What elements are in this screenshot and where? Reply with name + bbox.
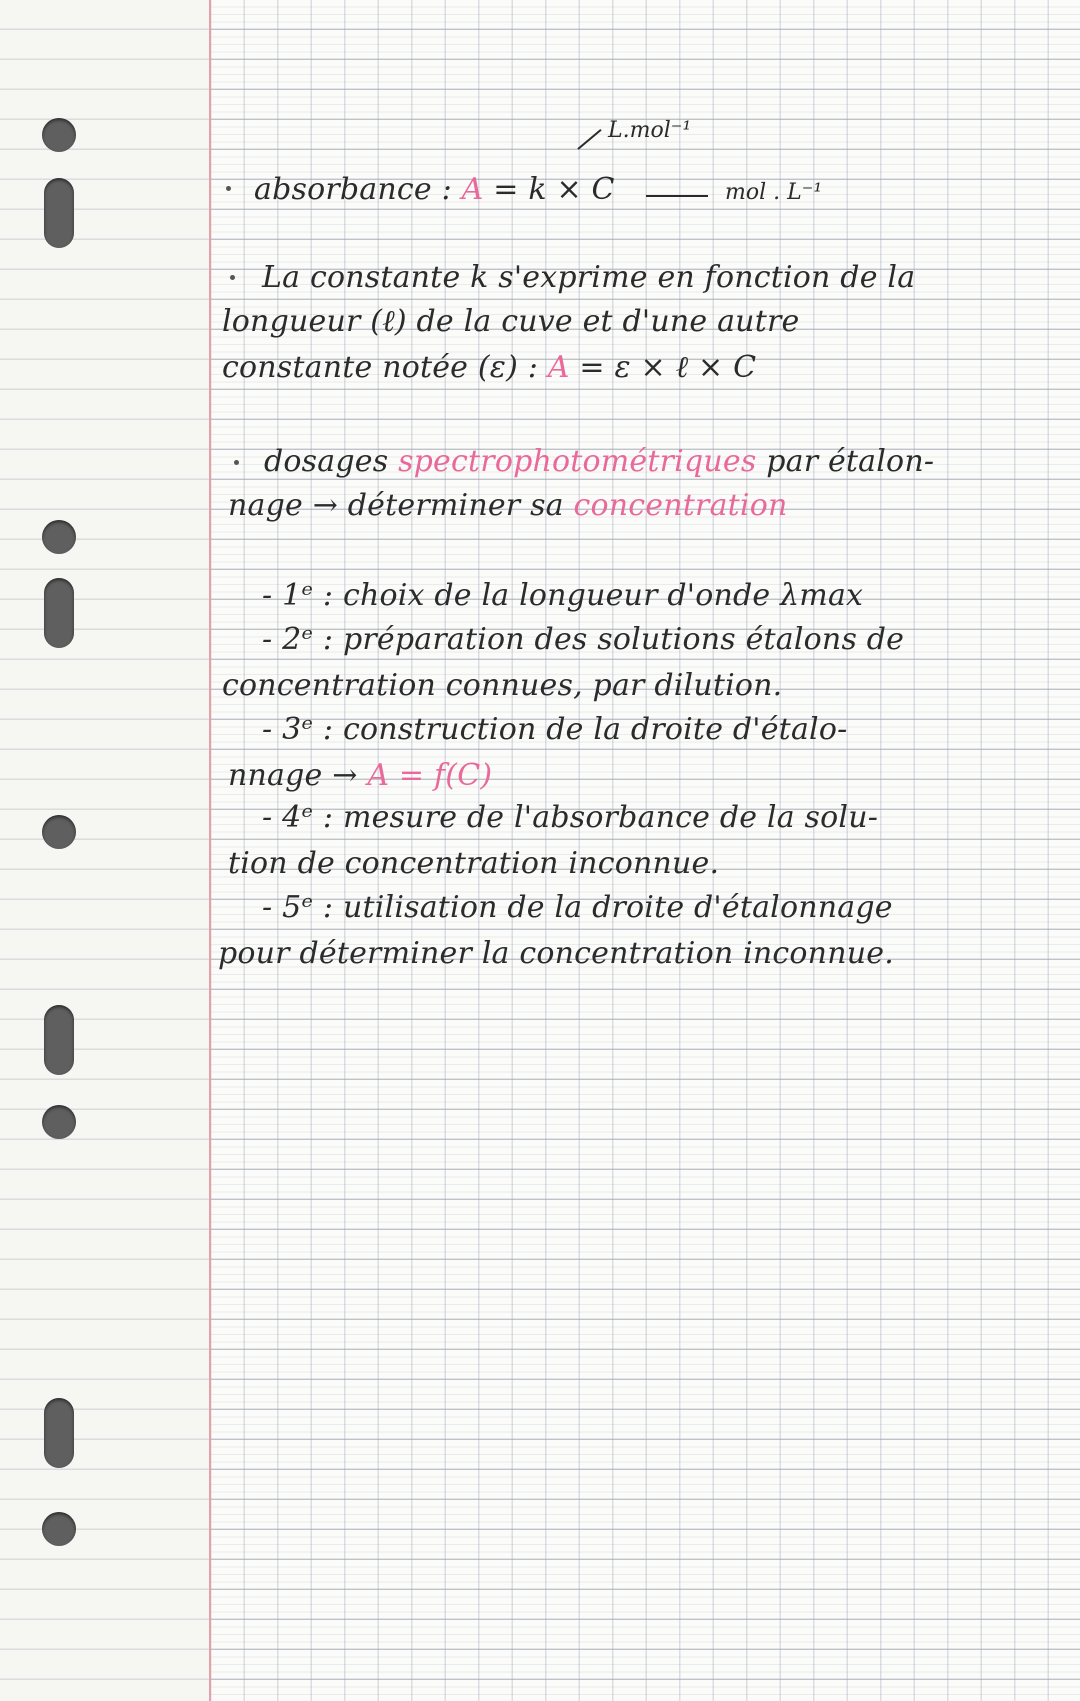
- step-2-line-2: concentration connues, par dilution.: [222, 668, 783, 703]
- absorbance-formula: = k × C: [493, 172, 615, 207]
- step-2-line-1: - 2ᵉ : préparation des solutions étalons de: [262, 622, 905, 657]
- step-3-formula: A = f(C): [367, 758, 493, 793]
- binder-hole: [42, 815, 76, 849]
- constante-line-2: longueur (ℓ) de la cuve et d'une autre: [222, 304, 800, 339]
- step-3-text: nnage →: [228, 758, 358, 793]
- absorbance-line: [254, 172, 615, 207]
- step-4-line-1: - 4ᵉ : mesure de l'absorbance de la solu-: [262, 800, 879, 835]
- dosages-determiner: nage → déterminer sa: [228, 488, 564, 523]
- absorbance-label: absorbance :: [254, 172, 452, 207]
- absorbance-symbol: A: [461, 172, 484, 207]
- step-1: - 1ᵉ : choix de la longueur d'onde λmax: [262, 578, 864, 613]
- dosages-line-1: [264, 444, 934, 479]
- left-margin: [0, 0, 209, 1701]
- dosages-concentration: concentration: [573, 488, 788, 523]
- unit-k: L.mol⁻¹: [608, 118, 692, 143]
- constante-formula: = ε × ℓ × C: [579, 350, 757, 385]
- step-3-line-2: [228, 758, 492, 793]
- binder-hole: [42, 118, 76, 152]
- binder-hole: [44, 578, 74, 648]
- binder-hole: [44, 1005, 74, 1075]
- binder-hole: [44, 178, 74, 248]
- dosages-etalon: par étalon-: [766, 444, 935, 479]
- bullet-dot: [234, 460, 239, 465]
- bullet-dot: [226, 186, 231, 191]
- annotation-dash: [646, 195, 708, 197]
- unit-c: mol . L⁻¹: [725, 180, 823, 205]
- constante-line-1: La constante k s'exprime en fonction de la: [262, 260, 916, 295]
- step-5-line-1: - 5ᵉ : utilisation de la droite d'étalonnage: [262, 890, 893, 925]
- step-5-line-2: pour déterminer la concentration inconnue.: [218, 936, 894, 971]
- constante-line-3: [222, 350, 756, 385]
- dosages-word: dosages: [264, 444, 389, 479]
- binder-hole: [42, 1512, 76, 1546]
- constante-symbol: A: [547, 350, 570, 385]
- dosages-highlight: spectrophotométriques: [398, 444, 757, 479]
- red-margin-line: [209, 0, 211, 1701]
- annotation-tick: [577, 129, 601, 150]
- binder-hole: [42, 520, 76, 554]
- binder-hole: [44, 1398, 74, 1468]
- step-3-line-1: - 3ᵉ : construction de la droite d'étalo-: [262, 712, 848, 747]
- dosages-line-2: [228, 488, 788, 523]
- constante-text: constante notée (ε) :: [222, 350, 539, 385]
- step-4-line-2: tion de concentration inconnue.: [228, 846, 720, 881]
- bullet-dot: [230, 275, 235, 280]
- binder-hole: [42, 1105, 76, 1139]
